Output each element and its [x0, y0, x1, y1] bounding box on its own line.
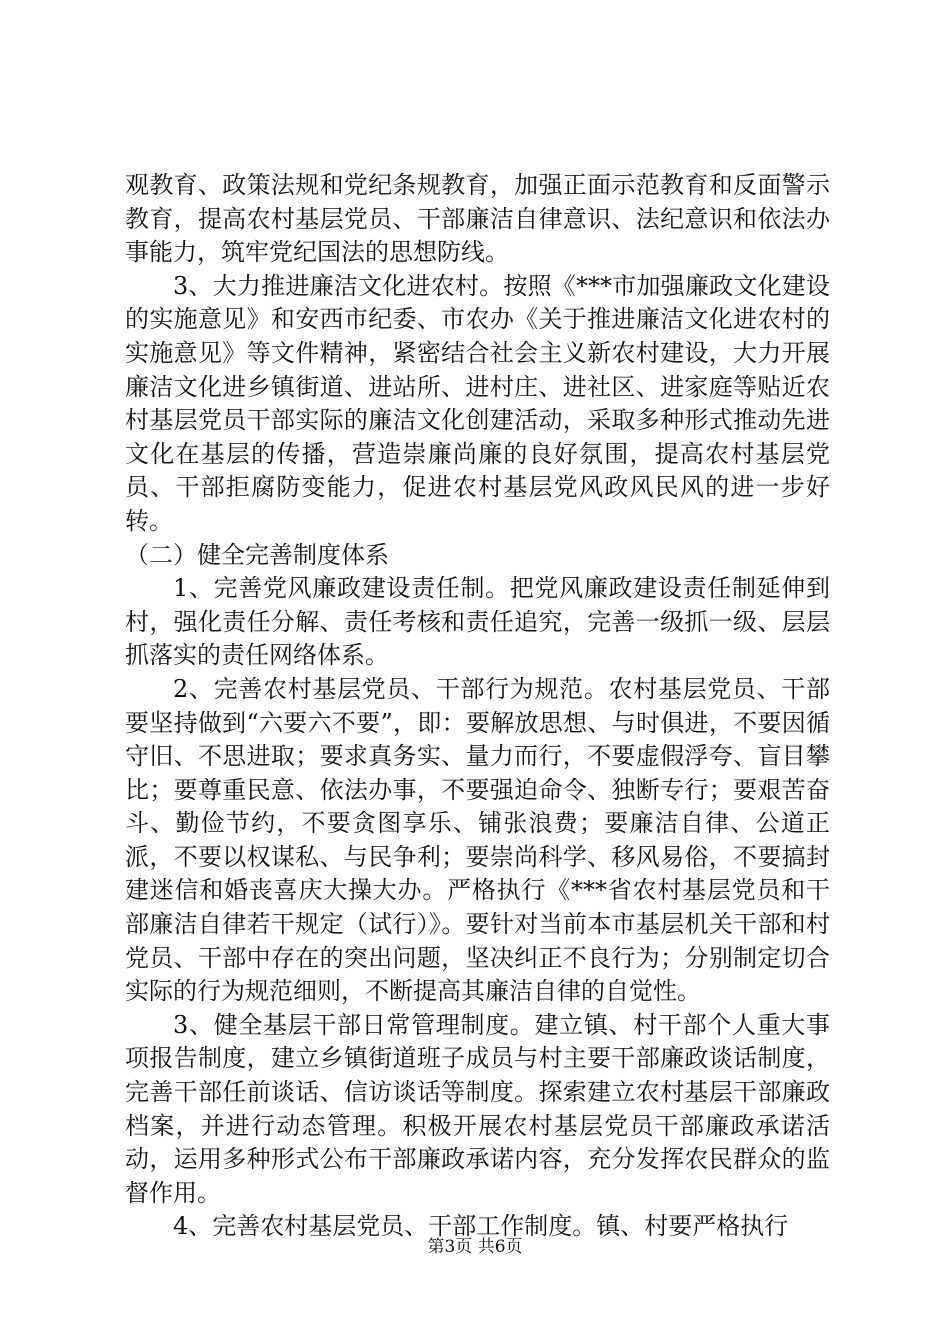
section-heading-2: （二）健全完善制度体系: [125, 540, 389, 569]
paragraph-item-2-conduct: 2、完善农村基层党员、干部行为规范。农村基层党员、干部要坚持做到“六要六不要”，即：要解放思想、与时俱进，不要因循守旧、不思进取；要求真务实、量力而行，不要虚假浮夸、盲目攀比；要尊重民意、依法办事，不要强迫命令、独断专行；要艰苦奋斗、勤俭节约，不要贪图享乐、铺张浪费；要廉洁自律、公道正派，不要以权谋私、与民争利；要崇尚科学、移风易俗，不要搞封建迷信和婚丧喜庆大操大办。严格执行《***省农村基层党员和干部廉洁自律若干规定（试行）》。要针对当前本市基层机关干部和村党员、干部中存在的突出问题，坚决纠正不良行为；分别制定切合实际的行为规范细则，不断提高其廉洁自律的自觉性。: [125, 674, 830, 1006]
page-number-footer: 第3页 共6页: [427, 1237, 523, 1257]
paragraph-continuation: 观教育、政策法规和党纪条规教育，加强正面示范教育和反面警示教育，提高农村基层党员、干部廉洁自律意识、法纪意识和依法办事能力，筑牢党纪国法的思想防线。: [125, 171, 830, 267]
paragraph-item-4-work-system: 4、完善农村基层党员、干部工作制度。镇、村要严格执行: [173, 1212, 789, 1241]
paragraph-item-3-culture: 3、大力推进廉洁文化进农村。按照《***市加强廉政文化建设的实施意见》和安西市纪委、市农办《关于推进廉洁文化进农村的实施意见》等文件精神，紧密结合社会主义新农村建设，大力开展廉洁文化进乡镇街道、进站所、进村庄、进社区、进家庭等贴近农村基层党员干部实际的廉洁文化创建活动，采取多种形式推动先进文化在基层的传播，营造崇廉尚廉的良好氛围，提高农村基层党员、干部拒腐防变能力，促进农村基层党风政风民风的进一步好转。: [125, 271, 830, 535]
paragraph-item-1-responsibility: 1、完善党风廉政建设责任制。把党风廉政建设责任制延伸到村，强化责任分解、责任考核和责任追究，完善一级抓一级、层层抓落实的责任网络体系。: [125, 574, 830, 670]
document-body: [125, 169, 830, 1244]
paragraph-item-3-management: 3、健全基层干部日常管理制度。建立镇、村干部个人重大事项报告制度，建立乡镇街道班子成员与村主要干部廉政谈话制度，完善干部任前谈话、信访谈话等制度。探索建立农村基层干部廉政档案，并进行动态管理。积极开展农村基层党员干部廉政承诺活动，运用多种形式公布干部廉政承诺内容，充分发挥农民群众的监督作用。: [125, 1010, 830, 1207]
